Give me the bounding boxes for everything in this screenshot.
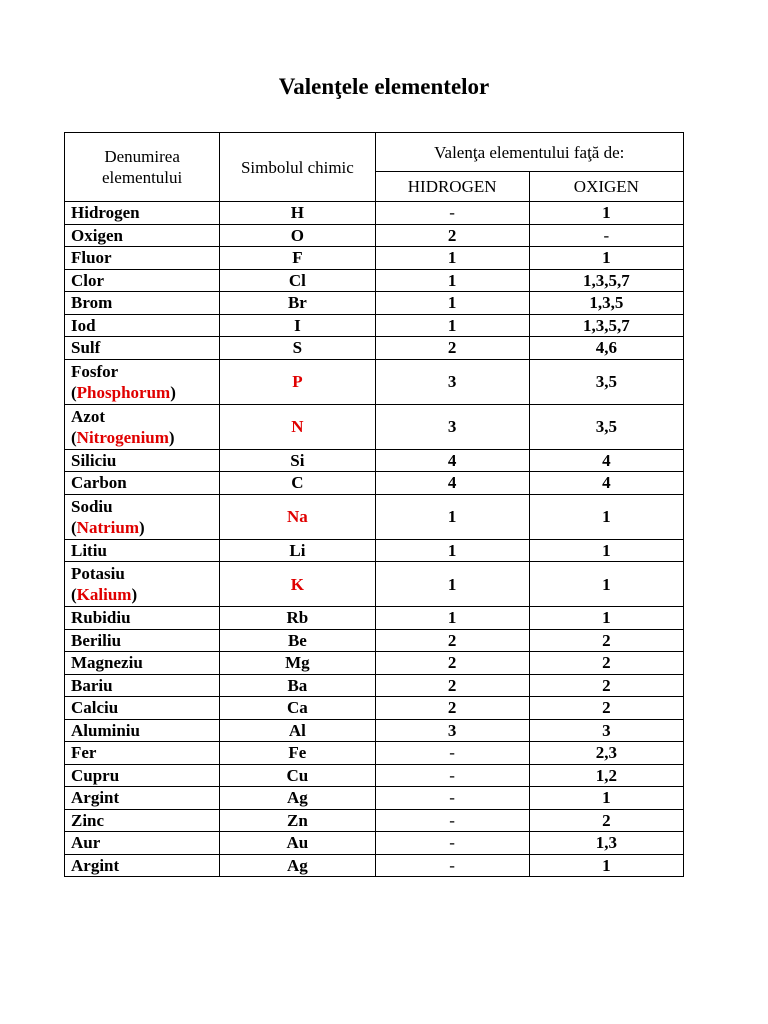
element-symbol: Mg: [220, 652, 375, 675]
valence-hydrogen: 3: [375, 404, 529, 449]
element-name: [65, 719, 220, 742]
table-row: [65, 472, 684, 495]
valence-oxygen: 4: [529, 472, 683, 495]
valence-hydrogen: -: [375, 742, 529, 765]
element-name: [65, 562, 220, 607]
element-name: [65, 742, 220, 765]
element-name: [65, 832, 220, 855]
element-name-text: Argint: [71, 855, 120, 875]
valence-hydrogen: 1: [375, 292, 529, 315]
table-row: [65, 652, 684, 675]
table-row: [65, 562, 684, 607]
table-row: [65, 314, 684, 337]
header-hydrogen: HIDROGEN: [375, 172, 529, 202]
close-paren: ): [170, 382, 176, 402]
valence-oxygen: 1,3,5: [529, 292, 683, 315]
valence-oxygen: 1: [529, 854, 683, 877]
element-name: [65, 764, 220, 787]
valence-hydrogen: -: [375, 764, 529, 787]
table-row: [65, 202, 684, 225]
table-row: [65, 539, 684, 562]
valence-hydrogen: 3: [375, 359, 529, 404]
valence-oxygen: 2: [529, 697, 683, 720]
valence-oxygen: 3,5: [529, 359, 683, 404]
table-body: [65, 202, 684, 877]
valence-hydrogen: 1: [375, 539, 529, 562]
element-name-text: Clor: [71, 270, 105, 290]
element-symbol: K: [220, 562, 375, 607]
element-name-text: Brom: [71, 293, 113, 313]
valence-hydrogen: 2: [375, 224, 529, 247]
table-row: [65, 787, 684, 810]
element-name: [65, 854, 220, 877]
valence-hydrogen: 1: [375, 314, 529, 337]
table-row: [65, 359, 684, 404]
valence-hydrogen: 2: [375, 652, 529, 675]
valence-table: [64, 132, 684, 877]
valence-hydrogen: 2: [375, 629, 529, 652]
valence-oxygen: 1: [529, 787, 683, 810]
close-paren: ): [131, 585, 138, 604]
element-name: [65, 494, 220, 539]
element-symbol: Rb: [220, 607, 375, 630]
element-name: [65, 247, 220, 270]
table-row: [65, 697, 684, 720]
element-symbol: P: [220, 359, 375, 404]
element-name-text: Fluor: [71, 248, 112, 268]
header-name: Denumirea elementului: [65, 133, 220, 202]
valence-hydrogen: 3: [375, 719, 529, 742]
latin-name: Nitrogenium: [76, 427, 169, 447]
element-symbol: Na: [220, 494, 375, 539]
valence-oxygen: 2: [529, 674, 683, 697]
table-row: [65, 292, 684, 315]
element-name-text: Potasiu: [71, 564, 125, 583]
element-name-text: Fer: [71, 743, 97, 763]
valence-oxygen: 2,3: [529, 742, 683, 765]
element-symbol: Be: [220, 629, 375, 652]
latin-name: Phosphorum: [76, 382, 171, 402]
element-name-text: Calciu: [71, 698, 119, 718]
table-row: [65, 337, 684, 360]
element-name-text: Argint: [71, 788, 120, 808]
element-name: [65, 314, 220, 337]
table-row: [65, 247, 684, 270]
element-name: [65, 404, 220, 449]
valence-hydrogen: 2: [375, 697, 529, 720]
table-row: [65, 449, 684, 472]
element-symbol: Br: [220, 292, 375, 315]
table-row: [65, 764, 684, 787]
element-symbol: O: [220, 224, 375, 247]
element-symbol: Zn: [220, 809, 375, 832]
element-name-text: Litiu: [71, 540, 107, 560]
element-name: [65, 359, 220, 404]
valence-oxygen: 4: [529, 449, 683, 472]
element-symbol: Cl: [220, 269, 375, 292]
valence-oxygen: 3: [529, 719, 683, 742]
element-name: [65, 337, 220, 360]
valence-oxygen: 1,2: [529, 764, 683, 787]
element-name: [65, 607, 220, 630]
element-name: [65, 674, 220, 697]
element-symbol: F: [220, 247, 375, 270]
open-paren: (: [71, 517, 77, 537]
valence-oxygen: 1: [529, 247, 683, 270]
element-name: [65, 224, 220, 247]
element-symbol: Si: [220, 449, 375, 472]
element-symbol: Ca: [220, 697, 375, 720]
element-name: [65, 809, 220, 832]
valence-hydrogen: 4: [375, 449, 529, 472]
table-row: [65, 607, 684, 630]
valence-hydrogen: 1: [375, 247, 529, 270]
element-name-text: Oxigen: [71, 225, 123, 245]
valence-oxygen: 1,3,5,7: [529, 314, 683, 337]
table-row: [65, 269, 684, 292]
valence-oxygen: 1: [529, 607, 683, 630]
table-row: [65, 674, 684, 697]
element-name-text: Iod: [71, 315, 96, 335]
valence-oxygen: 1: [529, 539, 683, 562]
element-name: [65, 269, 220, 292]
element-symbol: Ba: [220, 674, 375, 697]
header-oxygen: OXIGEN: [529, 172, 683, 202]
valence-hydrogen: 1: [375, 607, 529, 630]
valence-hydrogen: 1: [375, 562, 529, 607]
table-row: [65, 832, 684, 855]
element-name-text: Zinc: [71, 810, 105, 830]
valence-oxygen: 2: [529, 809, 683, 832]
element-name: [65, 202, 220, 225]
table-row: [65, 629, 684, 652]
element-name-text: Sodiu: [71, 496, 113, 516]
open-paren: (: [71, 427, 77, 447]
table-row: [65, 809, 684, 832]
table-row: [65, 404, 684, 449]
valence-oxygen: 1: [529, 202, 683, 225]
element-name-text: Magneziu: [71, 653, 143, 673]
open-paren: (: [71, 382, 77, 402]
close-paren: ): [139, 517, 145, 537]
element-symbol: Al: [220, 719, 375, 742]
element-name-text: Carbon: [71, 473, 127, 493]
element-name-text: Hidrogen: [71, 203, 140, 223]
valence-hydrogen: -: [375, 854, 529, 877]
element-name-text: Beriliu: [71, 630, 122, 650]
valence-hydrogen: 1: [375, 269, 529, 292]
element-name-text: Bariu: [71, 675, 113, 695]
element-symbol: Li: [220, 539, 375, 562]
valence-oxygen: 3,5: [529, 404, 683, 449]
valence-hydrogen: -: [375, 832, 529, 855]
close-paren: ): [168, 427, 175, 447]
element-name: [65, 787, 220, 810]
valence-oxygen: -: [529, 224, 683, 247]
element-symbol: C: [220, 472, 375, 495]
element-symbol: Au: [220, 832, 375, 855]
page-title: Valenţele elementelor: [278, 74, 490, 99]
element-name: [65, 472, 220, 495]
element-name: [65, 629, 220, 652]
valence-oxygen: 1,3: [529, 832, 683, 855]
element-name-text: Cupru: [71, 765, 120, 785]
latin-name: Kalium: [76, 585, 132, 604]
element-name-text: Aur: [71, 833, 101, 853]
element-symbol: Cu: [220, 764, 375, 787]
element-name: [65, 292, 220, 315]
latin-name: Natrium: [76, 517, 139, 537]
element-name-text: Sulf: [71, 338, 101, 358]
element-symbol: Ag: [220, 787, 375, 810]
element-symbol: Fe: [220, 742, 375, 765]
valence-hydrogen: 2: [375, 674, 529, 697]
valence-oxygen: 2: [529, 652, 683, 675]
valence-oxygen: 1: [529, 494, 683, 539]
valence-oxygen: 1,3,5,7: [529, 269, 683, 292]
element-name-text: Aluminiu: [71, 720, 140, 740]
valence-hydrogen: 4: [375, 472, 529, 495]
element-symbol: H: [220, 202, 375, 225]
header-valence: Valenţa elementului faţă de:: [375, 133, 683, 172]
element-name: [65, 697, 220, 720]
element-symbol: I: [220, 314, 375, 337]
element-name-text: Siliciu: [71, 450, 117, 470]
table-row: [65, 494, 684, 539]
valence-hydrogen: -: [375, 202, 529, 225]
element-symbol: N: [220, 404, 375, 449]
open-paren: (: [71, 585, 77, 604]
valence-hydrogen: -: [375, 787, 529, 810]
valence-oxygen: 4,6: [529, 337, 683, 360]
valence-hydrogen: -: [375, 809, 529, 832]
header-symbol: Simbolul chimic: [220, 133, 375, 202]
element-name-text: Rubidiu: [71, 608, 131, 628]
valence-hydrogen: 2: [375, 337, 529, 360]
element-name-text: Fosfor: [71, 361, 119, 381]
table-row: [65, 742, 684, 765]
element-name-text: Azot: [71, 406, 105, 426]
table-row: [65, 719, 684, 742]
element-name: [65, 539, 220, 562]
element-symbol: Ag: [220, 854, 375, 877]
table-row: [65, 854, 684, 877]
element-name: [65, 652, 220, 675]
element-name: [65, 449, 220, 472]
valence-oxygen: 2: [529, 629, 683, 652]
valence-hydrogen: 1: [375, 494, 529, 539]
table-row: [65, 224, 684, 247]
element-symbol: S: [220, 337, 375, 360]
valence-oxygen: 1: [529, 562, 683, 607]
